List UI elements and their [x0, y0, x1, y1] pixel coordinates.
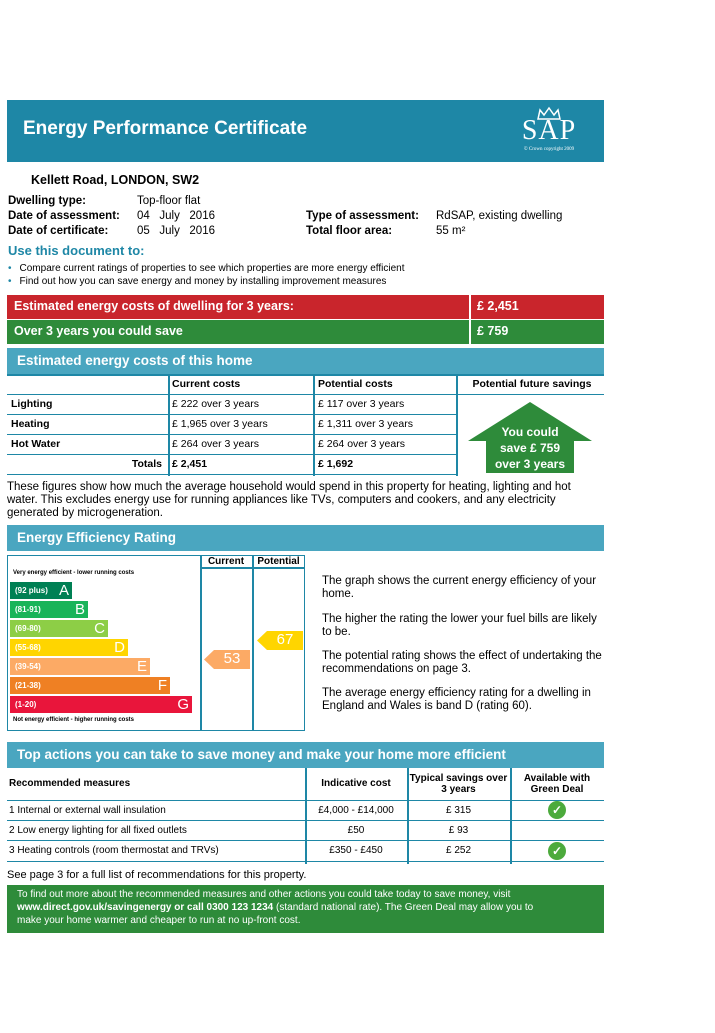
column-header: Potential future savings: [456, 374, 604, 394]
sap-logo-text: SAP: [521, 115, 577, 146]
sap-copyright: © Crown copyright 2009: [523, 147, 575, 152]
crown-icon: [536, 106, 562, 120]
bullet-text: Find out how you can save energy and money by installing improvement measures: [19, 276, 387, 287]
eer-band-a: [10, 582, 72, 599]
measure-name: 2 Low energy lighting for all fixed outlets: [7, 820, 305, 840]
eer-band-range: (21-38): [15, 681, 41, 690]
typical-saving: £ 93: [407, 820, 510, 840]
eer-band-range: (1-20): [15, 700, 37, 709]
footer-link-text[interactable]: www.direct.gov.uk/savingenergy or call 0300 123 1234: [17, 902, 274, 913]
current-cost: £ 222 over 3 years: [168, 394, 314, 414]
list-item: • Compare current ratings of properties to see which properties are more energy efficient: [8, 263, 405, 274]
column-header: Available with Green Deal: [510, 768, 604, 800]
measure-name: 1 Internal or external wall insulation: [7, 800, 305, 820]
page-title: Energy Performance Certificate: [23, 118, 308, 139]
eer-band-range: (92 plus): [15, 586, 48, 595]
eer-section-title: Energy Efficiency Rating: [17, 530, 177, 545]
could-save-label: Over 3 years you could save: [14, 324, 183, 338]
indicative-cost: £50: [305, 820, 407, 840]
total-potential: £ 1,692: [314, 454, 456, 474]
column-header: Current costs: [168, 374, 314, 394]
typical-saving: £ 252: [407, 840, 510, 861]
eer-description: The average energy efficiency rating for a dwelling in England and Wales is band D (rating 60).: [322, 687, 591, 712]
eer-band-c: [10, 620, 108, 637]
eer-band-e: [10, 658, 150, 675]
assessment-type-value: RdSAP, existing dwelling: [436, 210, 563, 222]
actions-section-title: Top actions you can take to save money and make your home more efficient: [17, 747, 506, 762]
estimated-cost-label: Estimated energy costs of dwelling for 3 years:: [14, 299, 294, 313]
eer-band-g: [10, 696, 192, 713]
eer-band-b: [10, 601, 88, 618]
footer-line: To find out more about the recommended measures and other actions you could take today to save money, visit: [17, 889, 511, 900]
column-header: Indicative cost: [305, 768, 407, 800]
total-current: £ 2,451: [168, 454, 314, 474]
eer-band-letter: A: [58, 582, 69, 599]
eer-band-range: (81-91): [15, 605, 41, 614]
measure-name: 3 Heating controls (room thermostat and TRVs): [7, 840, 305, 861]
footer-line: make your home warmer and cheaper to run at no up-front cost.: [17, 915, 301, 926]
sap-logo: [508, 104, 590, 158]
row-label: Hot Water: [7, 434, 168, 454]
use-document-title: Use this document to:: [8, 243, 145, 258]
potential-cost: £ 1,311 over 3 years: [314, 414, 456, 434]
totals-label: Totals: [7, 454, 168, 474]
eer-description: The higher the rating the lower your fuel bills are likely to be.: [322, 613, 597, 638]
eer-potential-header: Potential: [257, 556, 300, 567]
eer-band-f: [10, 677, 170, 694]
potential-cost: £ 264 over 3 years: [314, 434, 456, 454]
column-header: Recommended measures: [7, 768, 305, 800]
savings-arrow-text: You could save £ 759 over 3 years: [494, 425, 566, 471]
typical-saving: £ 315: [407, 800, 510, 820]
row-label: Lighting: [7, 394, 168, 414]
eer-bottom-note: Not energy efficient - higher running costs: [13, 717, 135, 723]
could-save-value: £ 759: [477, 324, 509, 338]
eer-band-letter: E: [136, 658, 147, 675]
eer-band-range: (55-68): [15, 643, 41, 652]
dwelling-type-value: Top-floor flat: [137, 195, 201, 207]
indicative-cost: £4,000 - £14,000: [305, 800, 407, 820]
potential-rating-value: 67: [276, 631, 294, 648]
estimated-cost-value: £ 2,451: [477, 299, 519, 313]
actions-section-header: [7, 742, 604, 768]
assessment-date-label: Date of assessment:: [8, 210, 120, 222]
footer-line: (standard national rate). The Green Deal may allow you to: [273, 902, 534, 913]
floor-area-label: Total floor area:: [306, 225, 393, 237]
certificate-date-label: Date of certificate:: [8, 225, 109, 237]
costs-section-title: Estimated energy costs of this home: [17, 353, 253, 368]
dwelling-type-label: Dwelling type:: [8, 195, 86, 207]
green-deal-check-icon: ✓: [548, 842, 566, 860]
eer-top-note: Very energy efficient - lower running costs: [13, 570, 135, 576]
eer-band-letter: C: [94, 620, 105, 637]
bullet-text: Compare current ratings of properties to see which properties are more energy efficient: [19, 263, 405, 274]
epc-header: [7, 100, 604, 162]
eer-band-d: [10, 639, 128, 656]
costs-section-header: [7, 348, 604, 374]
eer-band-letter: B: [74, 601, 85, 618]
current-rating-value: 53: [223, 650, 241, 667]
green-deal-check-icon: ✓: [548, 801, 566, 819]
eer-section-header: [7, 525, 604, 551]
costs-explanation: These figures show how much the average household would spend in this property for heating, lighting and hot water. This excludes energy use for running appliances like TVs, computers and cookers, and any electricity generated by microgeneration.: [7, 481, 571, 519]
see-page-note: See page 3 for a full list of recommendations for this property.: [7, 869, 307, 881]
certificate-date-value: 05 July 2016: [137, 225, 215, 237]
eer-description: The potential rating shows the effect of undertaking the recommendations on page 3.: [322, 650, 602, 675]
potential-cost: £ 117 over 3 years: [314, 394, 456, 414]
assessment-date-value: 04 July 2016: [137, 210, 215, 222]
estimated-cost-bar: [7, 295, 604, 319]
eer-band-letter: F: [157, 677, 167, 694]
eer-band-range: (69-80): [15, 624, 41, 633]
floor-area-value: 55 m²: [436, 225, 466, 237]
column-header: Potential costs: [314, 374, 456, 394]
row-label: Heating: [7, 414, 168, 434]
indicative-cost: £350 - £450: [305, 840, 407, 861]
eer-band-letter: D: [114, 639, 125, 656]
eer-current-header: Current: [207, 556, 245, 567]
eer-description: The graph shows the current energy efficiency of your home.: [322, 575, 597, 600]
current-cost: £ 264 over 3 years: [168, 434, 314, 454]
footer-box: [7, 885, 604, 933]
property-address: Kellett Road, LONDON, SW2: [31, 173, 200, 187]
eer-band-range: (39-54): [15, 662, 41, 671]
column-header: Typical savings over 3 years: [407, 768, 510, 800]
list-item: • Find out how you can save energy and money by installing improvement measures: [8, 276, 387, 287]
could-save-bar: [7, 320, 604, 344]
table-header-row: [7, 374, 604, 394]
assessment-type-label: Type of assessment:: [306, 210, 419, 222]
eer-band-letter: G: [177, 696, 189, 713]
current-cost: £ 1,965 over 3 years: [168, 414, 314, 434]
